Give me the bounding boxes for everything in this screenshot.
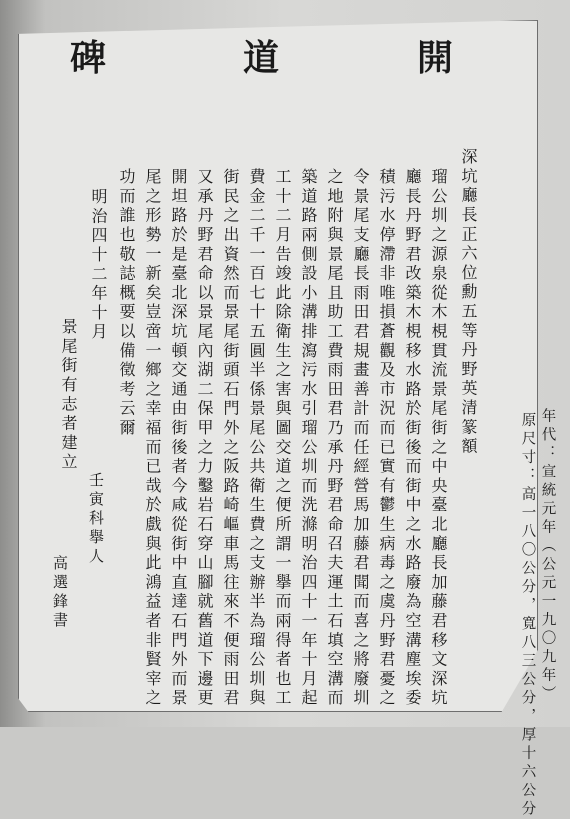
body-column: 工十二月告竣此除衛生之害與圖交道之便所謂一擧而兩得者也工 xyxy=(273,168,292,709)
body-column: 積污水停滯非唯損蒼觀及市況而已實有鬱生病毒之虞丹野君憂之 xyxy=(377,168,396,709)
title-char-dao: 道 xyxy=(243,37,280,79)
body-column: 之地附與景尾且助工費雨田君乃承丹野君命召夫運土石填空溝而 xyxy=(325,168,344,709)
body-column: 開坦路於是臺北深坑頓交通由街後者今咸從街中直達石門外而景 xyxy=(169,168,188,709)
date-column: 明治四十二年十月 xyxy=(89,188,108,343)
body-column: 費金二千一百七十五圓半係景尾公共衛生費之支辦半為瑠公圳與 xyxy=(247,168,266,709)
heading-column: 深坑廳長正六位勳五等丹野英清篆額 xyxy=(459,148,478,457)
body-column: 又承丹野君命以景尾內湖二保甲之力鑿岩石穿山腳就舊道下邊更 xyxy=(195,168,214,709)
title-char-kai: 開 xyxy=(417,37,454,79)
body-column: 尾之形勢一新矣豈啻一鄉之幸福而已哉於戲與此鴻益者非賢宰之 xyxy=(143,168,162,709)
calligrapher-column: 高選鋒書 xyxy=(51,555,69,631)
body-column: 築道路兩側設小溝排瀉污水引瑠公圳而洗滌明治四十一年十月起 xyxy=(299,168,318,709)
body-column: 廳長丹野君改築木梘移水路於街後而街中之水路廢為空溝塵埃委 xyxy=(403,168,422,709)
body-column: 街民之出資然而景尾街頭石門外之阪路崎嶇車馬往來不便雨田君 xyxy=(221,168,240,709)
body-column: 令景尾支廳長雨田君規畫善計而任經營馬加藤君聞而喜之將廢圳 xyxy=(351,168,370,709)
era-note: 年代：宣統元年（公元一九〇九年） xyxy=(539,408,556,704)
title-char-bei: 碑 xyxy=(70,37,107,79)
size-note: 原尺寸：高一八〇公分，寬八三公分，厚十六公分 xyxy=(519,412,536,819)
body-column: 瑠公圳之源泉從木梘貫流景尾街之中央臺北廳長加藤君移文深坑 xyxy=(429,168,448,709)
erected-by-column: 景尾街有志者建立 xyxy=(59,318,78,473)
body-column: 功而誰也敬誌概要以備徵考云爾 xyxy=(117,168,136,439)
author-column: 壬寅科擧人 xyxy=(87,472,105,567)
